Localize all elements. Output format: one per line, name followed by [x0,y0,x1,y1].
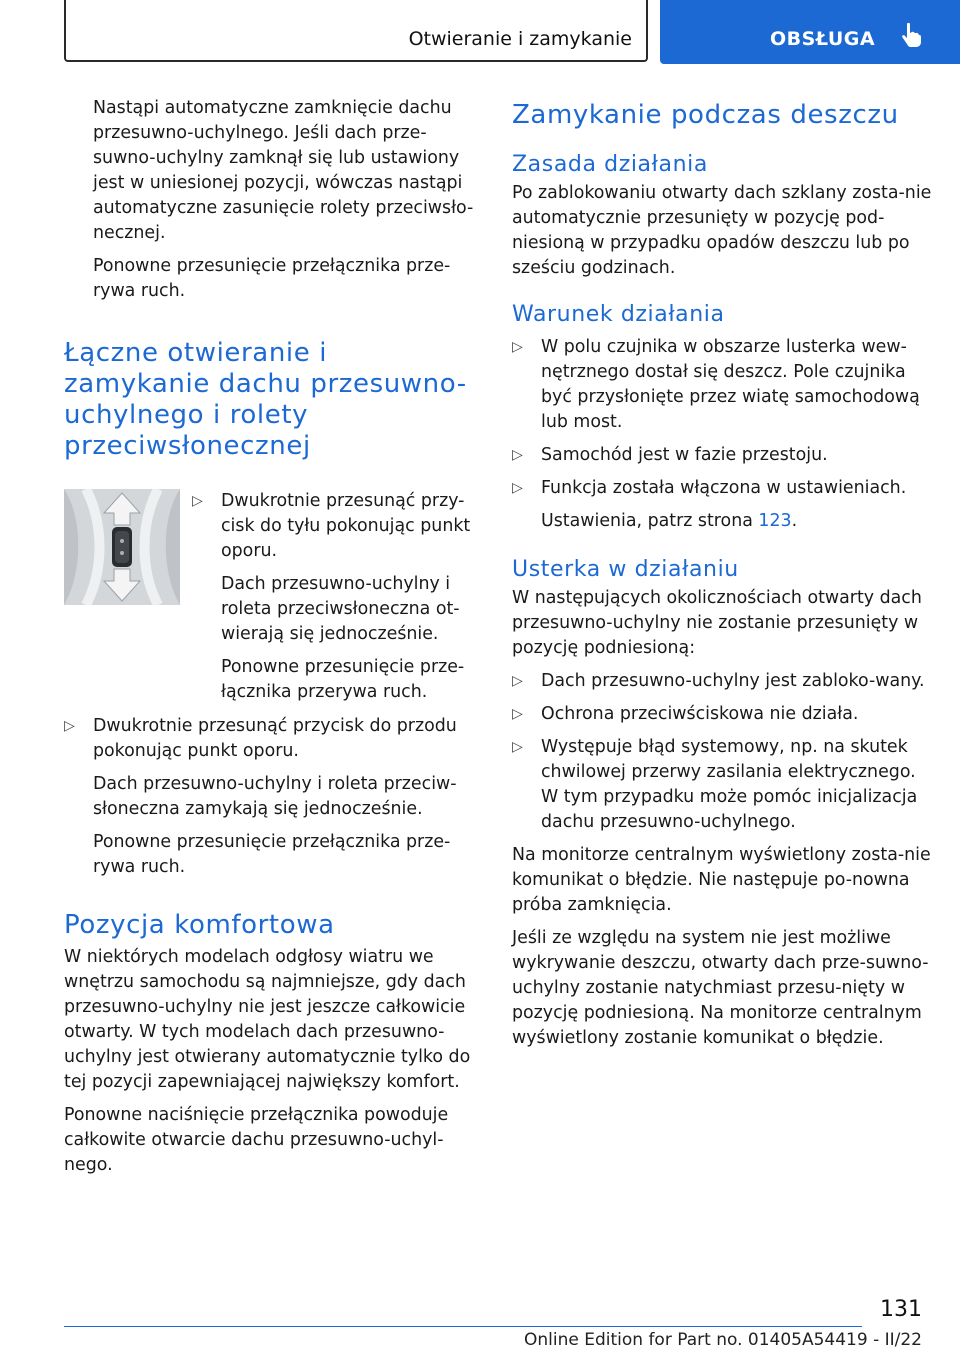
chapter-tab-label: OBSŁUGA [770,28,876,50]
bullet-subtext: Ponowne przesunięcie prze-łącznika przerywa ruch. [221,657,465,702]
heading-comfort-position: Pozycja komfortowa [64,910,335,940]
bullet-text: Dach przesuwno-uchylny jest zabloko-wany. [541,671,925,691]
settings-suffix: . [791,511,798,531]
bullet-text: Dwukrotnie przesunąć przy-cisk do tyłu pokonując punkt oporu. [221,491,471,561]
list-item [512,476,932,501]
triangle-bullet-icon: ▷ [192,493,203,509]
bullet-text: W polu czujnika w obszarze lusterka wew-nętrznego dostał się deszcz. Pole czujnika być przysłonięte przez wiatę samochodową lub most. [541,337,920,432]
subheading-condition: Warunek działania [512,302,725,327]
triangle-bullet-icon: ▷ [64,718,75,734]
settings-prefix: Ustawienia, patrz strona [541,511,759,531]
triangle-bullet-icon: ▷ [512,339,523,355]
settings-page-link[interactable]: 123 [758,511,792,531]
section-title: Otwieranie i zamykanie [408,28,632,50]
bullet-subtext: Dach przesuwno-uchylny i roleta przeciw-słoneczna zamykają się jednocześnie. [93,774,457,819]
triangle-bullet-icon: ▷ [512,480,523,496]
intro-paragraph-2: Ponowne przesunięcie przełącznika prze-rywa ruch. [93,256,451,301]
bullet-text: Dwukrotnie przesunąć przycisk do przodu pokonując punkt oporu. [93,716,457,761]
list-item [192,489,476,564]
edition-footer: Online Edition for Part no. 01405A54419 - II/22 [523,1330,922,1350]
chapter-tab[interactable] [660,0,960,64]
bullet-text: Funkcja została włączona w ustawieniach. [541,478,907,498]
principle-paragraph: Po zablokowaniu otwarty dach szklany zosta-nie automatycznie przesunięty w pozycję pod-niesioną w przypadku opadów deszczu lub po sześciu godzinach. [512,183,932,278]
footer-divider [64,1326,862,1327]
list-item [512,702,932,727]
list-item [512,443,932,468]
heading-combined-open-close: Łączne otwieranie i zamykanie dachu przesuwno-uchylnego i rolety przeciwsłonecznej [64,338,467,461]
intro-paragraph-1: Nastąpi automatyczne zamknięcie dachu przesuwno-uchylnego. Jeśli dach prze-suwno-uchylny zamknął się lub ustawiony jest w uniesionej pozycji, wówczas nastąpi automatyczne zasunięcie rolety przeciwsło-necznej. [93,98,474,243]
triangle-bullet-icon: ▷ [512,447,523,463]
fault-paragraph-2: Na monitorze centralnym wyświetlony zosta-nie komunikat o błędzie. Nie następuje po-nowna próba zamknięcia. [512,845,931,915]
bullet-text: Ochrona przeciwściskowa nie działa. [541,704,859,724]
page-number: 131 [880,1297,922,1322]
bullet-subtext: Ponowne przesunięcie przełącznika prze-rywa ruch. [93,832,451,877]
list-item [64,714,476,764]
triangle-bullet-icon: ▷ [512,739,523,755]
list-item [512,735,932,835]
bullet-text: Samochód jest w fazie przestoju. [541,445,828,465]
roof-switch-image [64,489,180,605]
header-section-box [64,0,648,62]
bullet-subtext: Dach przesuwno-uchylny i roleta przeciwsłoneczna ot-wierają się jednocześnie. [221,574,460,644]
subheading-principle: Zasada działania [512,152,708,177]
heading-rain-closing: Zamykanie podczas deszczu [512,100,899,130]
list-item [512,669,932,694]
comfort-paragraph-1: W niektórych modelach odgłosy wiatru we wnętrzu samochodu są najmniejsze, gdy dach przesuwno-uchylny nie jest jeszcze całkowicie otwarty. W tych modelach dach przesuwno-uchylny jest otwierany automatycznie tylko do tej pozycji zapewniającej największy komfort. [64,947,471,1092]
hand-pointer-icon [900,22,922,52]
fault-intro-paragraph: W następujących okolicznościach otwarty dach przesuwno-uchylny nie zostanie przesunięty w pozycję podniesioną: [512,588,922,658]
settings-reference [512,509,932,534]
subheading-fault: Usterka w działaniu [512,557,739,582]
bullet-text: Występuje błąd systemowy, np. na skutek chwilowej przerwy zasilania elektrycznego. W tym przypadku może pomóc inicjalizacja dachu przesuwno-uchylnego. [541,737,918,832]
right-column [512,96,932,1051]
left-column [64,96,476,1178]
comfort-paragraph-2: Ponowne naciśnięcie przełącznika powoduje całkowite otwarcie dachu przesuwno-uchyl-nego. [64,1105,449,1175]
triangle-bullet-icon: ▷ [512,673,523,689]
triangle-bullet-icon: ▷ [512,706,523,722]
switch-instruction-block [64,489,476,705]
fault-paragraph-3: Jeśli ze względu na system nie jest możliwe wykrywanie deszczu, otwarty dach prze-suwno-uchylny zostanie natychmiast przesu-nięty w pozycję podniesioną. Na monitorze centralnym wyświetlony zostanie komunikat o błędzie. [512,928,929,1048]
list-item [512,335,932,435]
